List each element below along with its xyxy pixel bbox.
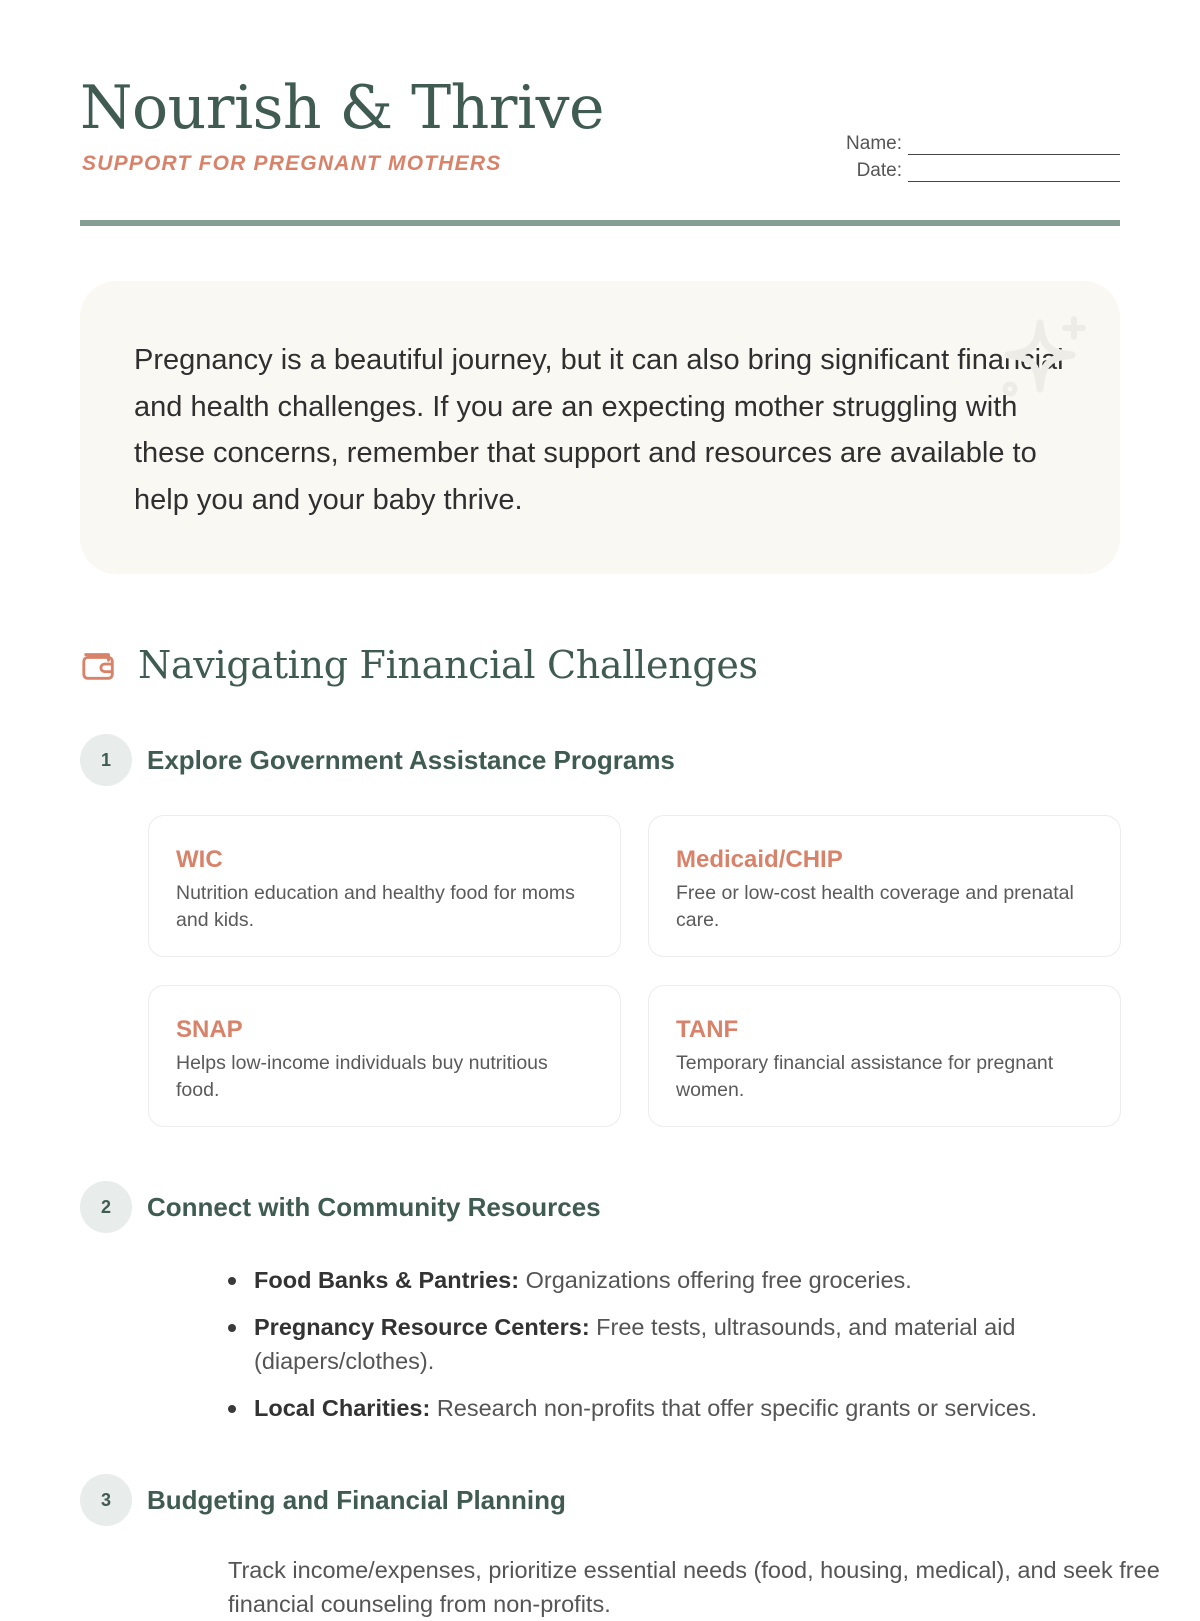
step-number-badge: 1: [80, 734, 132, 786]
program-card-tanf: [648, 985, 1121, 1127]
program-description: Helps low-income individuals buy nutritious food.: [176, 1052, 548, 1101]
header-divider: [80, 220, 1120, 226]
program-card-wic: [148, 815, 621, 957]
name-field: [846, 128, 1120, 155]
step-title: Budgeting and Financial Planning: [147, 1484, 566, 1515]
step-2-header: [80, 1181, 601, 1233]
step-number-badge: 3: [80, 1474, 132, 1526]
program-description: Temporary financial assistance for pregnant women.: [676, 1052, 1054, 1101]
date-field: [846, 155, 1120, 182]
list-item: [228, 1391, 1120, 1425]
step-title: Explore Government Assistance Programs: [147, 744, 675, 775]
program-card-snap: [148, 985, 621, 1127]
wallet-icon: [80, 646, 118, 684]
worksheet-page: [80, 0, 1160, 1617]
date-blank-line[interactable]: [908, 162, 1120, 182]
program-title: SNAP: [176, 1016, 243, 1043]
resource-label: Local Charities:: [254, 1395, 431, 1421]
intro-box: [80, 281, 1120, 574]
name-blank-line[interactable]: [908, 135, 1120, 155]
program-title: TANF: [676, 1016, 739, 1043]
resource-text: Organizations offering free groceries.: [519, 1267, 912, 1293]
step-3-header: [80, 1474, 566, 1526]
community-resources-list: [228, 1263, 1120, 1438]
brand-title: Nourish & Thrive: [80, 73, 605, 143]
program-description: Free or low-cost health coverage and prenatal care.: [676, 882, 1074, 931]
program-title: WIC: [176, 846, 223, 873]
resource-label: Food Banks & Pantries:: [254, 1267, 520, 1293]
resource-text: Free tests, ultrasounds, and material aid (diapers/clothes).: [254, 1314, 1016, 1374]
brand-subtitle: SUPPORT FOR PREGNANT MOTHERS: [82, 152, 502, 175]
step-number-badge: 2: [80, 1181, 132, 1233]
budgeting-text: Track income/expenses, prioritize essential needs (food, housing, medical), and seek free financial counseling from non-profits.: [228, 1557, 1160, 1617]
program-title: Medicaid/CHIP: [676, 846, 843, 873]
list-item: [228, 1263, 1120, 1297]
date-label: Date:: [856, 160, 902, 181]
section-title: Navigating Financial Challenges: [138, 643, 758, 687]
section-header: [80, 643, 758, 687]
step-title: Connect with Community Resources: [147, 1191, 601, 1222]
intro-text: Pregnancy is a beautiful journey, but it can also bring significant financial and health challenges. If you are an expecting mother struggling with these concerns, remember that support and resources are available to help you and your baby thrive.: [134, 344, 1064, 516]
program-card-medicaid: [648, 815, 1121, 957]
resource-label: Pregnancy Resource Centers:: [254, 1314, 590, 1340]
name-label: Name:: [846, 133, 902, 154]
program-description: Nutrition education and healthy food for moms and kids.: [176, 882, 575, 931]
list-item: [228, 1310, 1120, 1378]
header: [80, 0, 1120, 228]
meta-fields: [846, 128, 1120, 182]
resource-text: Research non-profits that offer specific grants or services.: [430, 1395, 1038, 1421]
sparkle-icon: [992, 311, 1092, 411]
step-1-header: [80, 734, 675, 786]
